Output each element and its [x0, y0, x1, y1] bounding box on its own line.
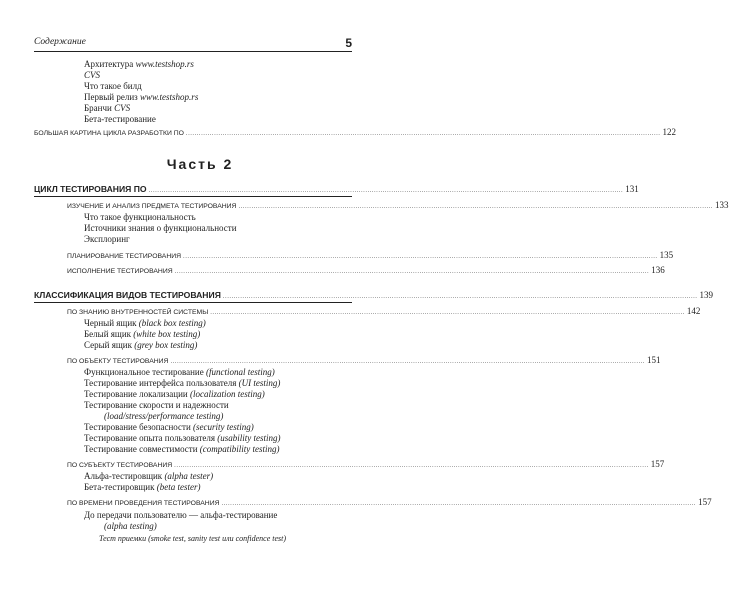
toc-subitem: Тестирование интерфейса пользователя (UI testing) — [84, 378, 281, 388]
toc-subitem: Тестирование совместимости (compatibility testing) — [84, 444, 280, 454]
toc-subitem: Функциональное тестирование (functional testing) — [84, 367, 275, 377]
toc-entry-knowledge[interactable]: ПО ЗНАНИЮ ВНУТРЕННОСТЕЙ СИСТЕМЫ ........................................................................................................................................................................................................................... 142 — [67, 306, 701, 316]
toc-entry-execution[interactable]: ИСПОЛНЕНИЕ ТЕСТИРОВАНИЯ ........................................................................................................................................................................................................................... 136 — [67, 265, 665, 275]
toc-subitem: Тестирование локализации (localization testing) — [84, 389, 265, 399]
toc-subitem: Тестирование безопасности (security testing) — [84, 422, 254, 432]
toc-subitem: CVS — [84, 70, 101, 80]
toc-subitem: Белый ящик (white box testing) — [84, 329, 201, 339]
toc-subitem: Тестирование опыта пользователя (usability testing) — [84, 433, 281, 443]
toc-subitem: До передачи пользователю — альфа-тестирование — [84, 510, 278, 520]
toc-subitem: Архитектура www.testshop.rs — [84, 59, 194, 69]
toc-subitem: Первый релиз www.testshop.rs — [84, 92, 199, 102]
toc-section-classification[interactable]: КЛАССИФИКАЦИЯ ВИДОВ ТЕСТИРОВАНИЯ ........................................................................................................................................................................................................................... 139 — [34, 290, 713, 300]
toc-entry-subject[interactable]: ПО СУБЪЕКТУ ТЕСТИРОВАНИЯ ........................................................................................................................................................................................................................... 157 — [67, 459, 665, 469]
section-rule — [34, 196, 352, 197]
running-header-title: Содержание — [34, 37, 86, 47]
toc-subitem: Черный ящик (black box testing) — [84, 318, 206, 328]
toc-subitem: Бета-тестирование — [84, 114, 156, 124]
toc-subitem: Альфа-тестировщик (alpha tester) — [84, 471, 214, 481]
toc-entry-time[interactable]: ПО ВРЕМЕНИ ПРОВЕДЕНИЯ ТЕСТИРОВАНИЯ ........................................................................................................................................................................................................................... 157 — [67, 497, 712, 507]
section-rule — [34, 302, 352, 303]
toc-subitem: Серый ящик (grey box testing) — [84, 340, 198, 350]
part-title: Часть 2 — [166, 156, 234, 172]
toc-subitem: Что такое билд — [84, 81, 142, 91]
toc-entry-big-picture[interactable]: БОЛЬШАЯ КАРТИНА ЦИКЛА РАЗРАБОТКИ ПО ........................................................................................................................................................................................................................... 122 — [34, 127, 676, 137]
toc-entry-planning[interactable]: ПЛАНИРОВАНИЕ ТЕСТИРОВАНИЯ ........................................................................................................................................................................................................................... 135 — [67, 250, 674, 260]
header-rule — [34, 51, 352, 52]
toc-section-test-cycle[interactable]: ЦИКЛ ТЕСТИРОВАНИЯ ПО ........................................................................................................................................................................................................................... 131 — [34, 184, 639, 194]
page-number: 5 — [345, 36, 352, 50]
toc-subitem: Бета-тестировщик (beta tester) — [84, 482, 201, 492]
toc-subitem-continuation: (alpha testing) — [104, 521, 157, 531]
toc-subitem: Что такое функциональность — [84, 212, 196, 222]
toc-subitem: Бранчи CVS — [84, 103, 131, 113]
toc-entry-object[interactable]: ПО ОБЪЕКТУ ТЕСТИРОВАНИЯ ........................................................................................................................................................................................................................... 151 — [67, 355, 661, 365]
toc-subitem-continuation: (load/stress/performance testing) — [104, 411, 224, 421]
toc-subitem: Источники знания о функциональности — [84, 223, 237, 233]
toc-subitem: Тест приемки (smoke test, sanity test или confidence test) — [99, 534, 287, 543]
toc-subitem: Эксплоринг — [84, 234, 130, 244]
toc-entry-study[interactable]: ИЗУЧЕНИЕ И АНАЛИЗ ПРЕДМЕТА ТЕСТИРОВАНИЯ ........................................................................................................................................................................................................................... 133 — [67, 200, 729, 210]
toc-subitem: Тестирование скорости и надежности — [84, 400, 229, 410]
